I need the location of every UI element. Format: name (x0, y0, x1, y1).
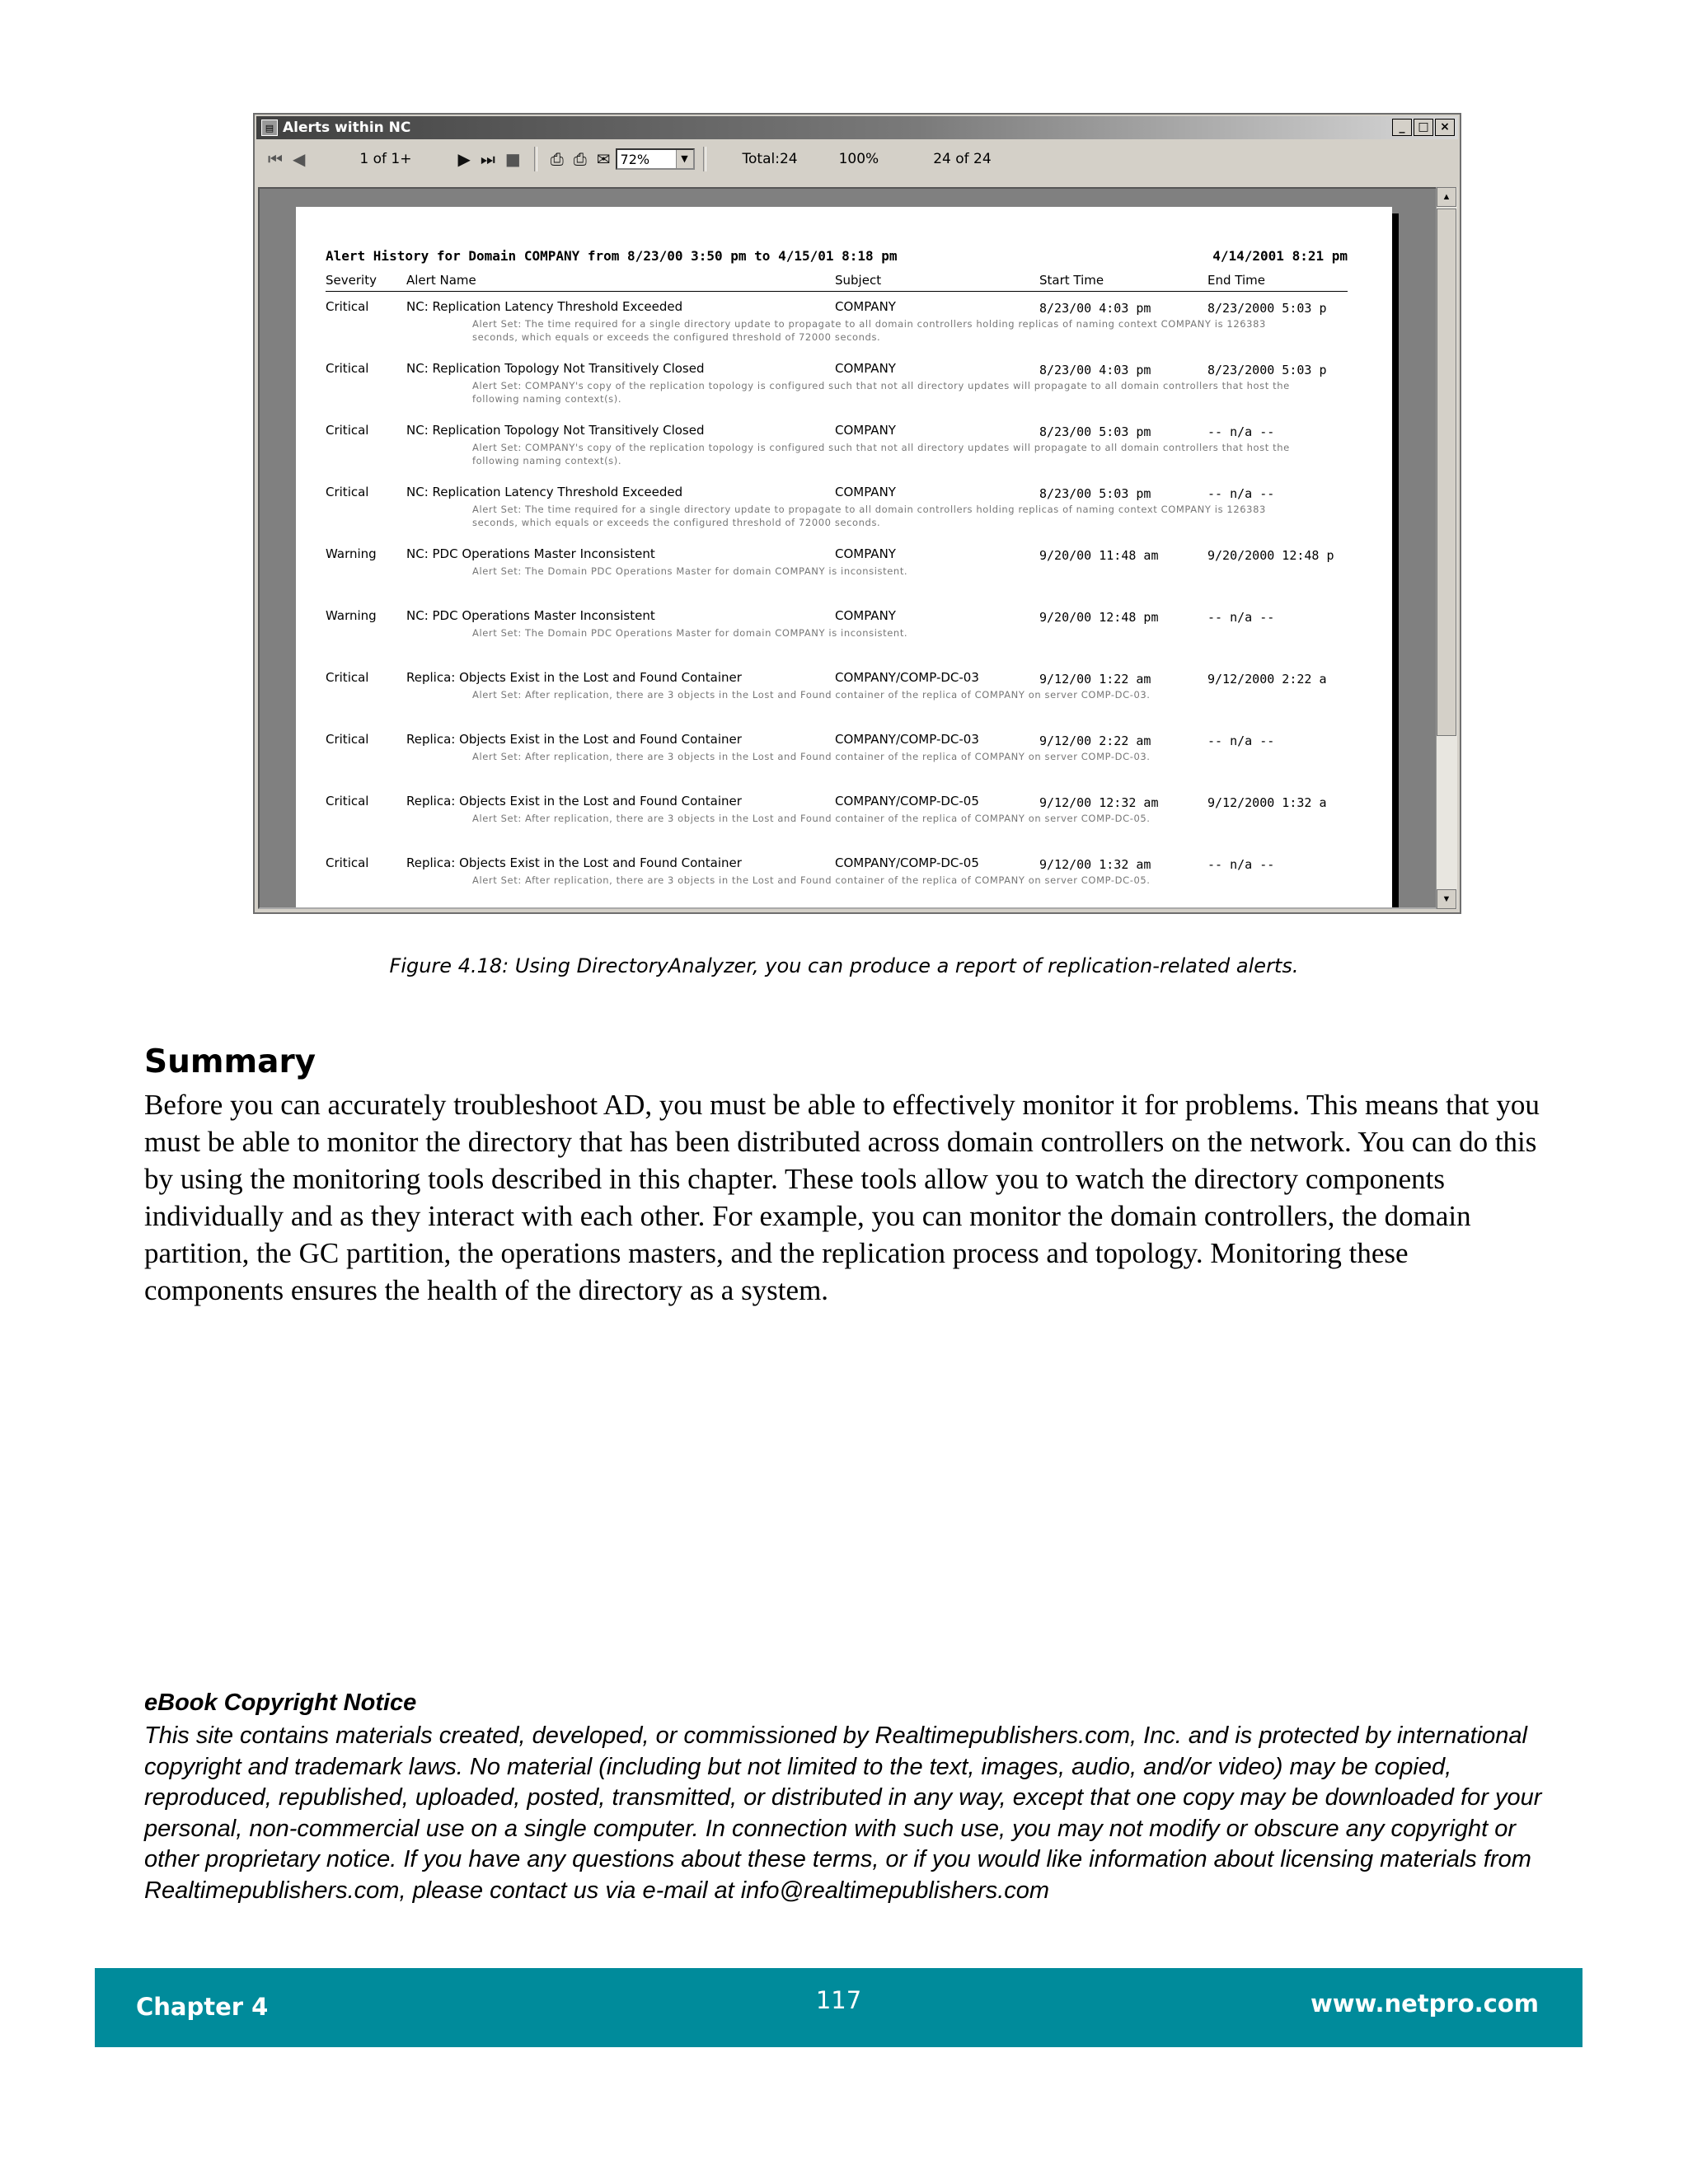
row-subject: COMPANY (835, 361, 896, 376)
row-start-time: 8/23/00 5:03 pm (1039, 486, 1151, 501)
row-end-time: 8/23/2000 5:03 p (1207, 363, 1327, 377)
report-title: Alert History for Domain COMPANY from 8/23/00 3:50 pm to 4/15/01 8:18 pm (326, 248, 898, 264)
row-severity: Critical (326, 361, 369, 376)
report-column-headers (326, 273, 1348, 292)
row-end-time: -- n/a -- (1207, 610, 1275, 625)
row-alert-name: Replica: Objects Exist in the Lost and Found Container (406, 670, 742, 685)
row-description: Alert Set: After replication, there are 3 objects in the Lost and Found container of the replica of COMPANY on server COMP-DC-03. (472, 689, 1151, 701)
section-heading: Summary (144, 1043, 316, 1080)
row-alert-name: NC: Replication Latency Threshold Exceeded (406, 485, 683, 499)
row-start-time: 8/23/00 5:03 pm (1039, 424, 1151, 439)
row-subject: COMPANY/COMP-DC-05 (835, 794, 979, 808)
scroll-down-icon[interactable]: ▼ (1437, 889, 1456, 909)
close-icon[interactable]: × (1435, 119, 1455, 136)
row-start-time: 8/23/00 4:03 pm (1039, 301, 1151, 316)
toolbar-separator (534, 147, 537, 171)
vertical-scrollbar[interactable] (1436, 187, 1457, 909)
row-description: Alert Set: After replication, there are 3 objects in the Lost and Found container of the replica of COMPANY on server COMP-DC-05. (472, 874, 1151, 886)
report-header (326, 248, 1348, 264)
row-severity: Warning (326, 546, 377, 561)
table-row (326, 299, 1348, 361)
row-severity: Critical (326, 485, 369, 499)
report-rows (326, 299, 1348, 909)
column-severity: Severity (326, 273, 377, 288)
row-subject: COMPANY (835, 608, 896, 623)
row-description: Alert Set: COMPANY's copy of the replication topology is configured such that not all directory updates will propagate to all domain controllers that host the following naming context(s). (472, 380, 1290, 405)
table-row (326, 361, 1348, 423)
row-severity: Critical (326, 670, 369, 685)
table-row (326, 794, 1348, 855)
column-start-time: Start Time (1039, 273, 1104, 288)
row-severity: Critical (326, 299, 369, 314)
row-subject: COMPANY/COMP-DC-03 (835, 732, 979, 747)
footer-chapter: Chapter 4 (136, 1993, 269, 2021)
page-indicator: 1 of 1+ (359, 151, 412, 167)
row-alert-name: Replica: Objects Exist in the Lost and Found Container (406, 855, 742, 870)
row-subject: COMPANY (835, 546, 896, 561)
row-description: Alert Set: The time required for a single directory update to propagate to all domain controllers holding replicas of naming context COMPANY is 126383 seconds, which equals or exceeds the configured threshold of 72000 seconds. (472, 504, 1266, 528)
copyright-text: This site contains materials created, developed, or commissioned by Realtimepublishers.com, Inc. and is protected by international copyright and trademark laws. No material (including but not limited to the text, images, audio, and/or video) may be copied, reproduced, republished, uploaded, posted, transmitted, or distributed in any way, except that one copy may be downloaded for your personal, non-commercial use on a single computer. In connection with such use, you may not modify or obscure any copyright or other proprietary notice. If you have any questions about these terms, or if you would like information about licensing materials from Realtimepublishers.com, please contact us via e-mail at info@realtimepublishers.com (144, 1722, 1542, 1904)
row-start-time: 9/20/00 11:48 am (1039, 548, 1159, 563)
window-titlebar (256, 116, 1458, 139)
chevron-down-icon[interactable]: ▼ (676, 150, 693, 168)
table-row (326, 485, 1348, 546)
footer-url[interactable]: www.netpro.com (1310, 1990, 1539, 2018)
row-description: Alert Set: The time required for a single directory update to propagate to all domain controllers holding replicas of naming context COMPANY is 126383 seconds, which equals or exceeds the configured threshold of 72000 seconds. (472, 318, 1266, 343)
table-row (326, 732, 1348, 794)
print-icon[interactable]: ⎙ (550, 149, 564, 169)
row-end-time: -- n/a -- (1207, 486, 1275, 501)
row-subject: COMPANY/COMP-DC-05 (835, 855, 979, 870)
stop-icon[interactable]: ■ (504, 149, 521, 169)
row-description: Alert Set: The Domain PDC Operations Master for domain COMPANY is inconsistent. (472, 627, 908, 639)
row-alert-name: NC: PDC Operations Master Inconsistent (406, 546, 655, 561)
row-end-time: -- n/a -- (1207, 733, 1275, 748)
app-icon: ▤ (261, 120, 278, 136)
row-start-time: 9/12/00 12:32 am (1039, 795, 1159, 810)
row-description: Alert Set: COMPANY's copy of the replication topology is configured such that not all directory updates will propagate to all domain controllers that host the following naming context(s). (472, 442, 1290, 466)
column-subject: Subject (835, 273, 882, 288)
report-toolbar (256, 141, 1458, 177)
row-alert-name: NC: Replication Latency Threshold Exceeded (406, 299, 683, 314)
table-row (326, 670, 1348, 732)
previous-page-icon[interactable]: ◀ (293, 149, 306, 169)
row-subject: COMPANY/COMP-DC-03 (835, 670, 979, 685)
row-severity: Critical (326, 732, 369, 747)
figure-caption: Figure 4.18: Using DirectoryAnalyzer, you can produce a report of replication-related alerts. (389, 954, 1299, 977)
row-severity: Critical (326, 423, 369, 438)
row-alert-name: NC: PDC Operations Master Inconsistent (406, 608, 655, 623)
row-end-time: 9/20/2000 12:48 p (1207, 548, 1334, 563)
zoom-select[interactable] (616, 148, 695, 170)
table-row (326, 855, 1348, 909)
row-description: Alert Set: After replication, there are 3 objects in the Lost and Found container of the replica of COMPANY on server COMP-DC-05. (472, 813, 1151, 824)
record-count: 24 of 24 (933, 151, 992, 167)
table-row (326, 423, 1348, 485)
row-end-time: -- n/a -- (1207, 424, 1275, 439)
scrollbar-thumb[interactable] (1437, 209, 1456, 736)
row-severity: Critical (326, 794, 369, 808)
row-start-time: 9/12/00 1:22 am (1039, 672, 1151, 687)
summary-paragraph: Before you can accurately troubleshoot AD, you must be able to effectively monitor it for problems. This means that you must be able to monitor the directory that has been distributed across domain controllers on the network. You can do this by using the monitoring tools described in this chapter. These tools allow you to watch the directory components individually and as they interact with each other. For example, you can monitor the domain controllers, the domain partition, the GC partition, the operations masters, and the replication process and topology. Monitoring these components ensures the health of the directory as a system. (144, 1089, 1540, 1306)
export-icon[interactable]: ✉ (596, 149, 611, 169)
row-alert-name: Replica: Objects Exist in the Lost and Found Container (406, 794, 742, 808)
footer-page-number: 117 (815, 1986, 862, 2014)
table-row (326, 608, 1348, 670)
row-end-time: 9/12/2000 1:32 a (1207, 795, 1327, 810)
row-description: Alert Set: The Domain PDC Operations Master for domain COMPANY is inconsistent. (472, 565, 908, 577)
maximize-icon[interactable]: □ (1414, 119, 1433, 136)
table-row (326, 546, 1348, 608)
first-page-icon[interactable]: ⏮ (268, 149, 283, 169)
last-page-icon[interactable]: ⏭ (480, 149, 495, 169)
row-alert-name: NC: Replication Topology Not Transitively Closed (406, 361, 705, 376)
row-start-time: 9/20/00 12:48 pm (1039, 610, 1159, 625)
row-end-time: 9/12/2000 2:22 a (1207, 672, 1327, 687)
minimize-icon[interactable]: _ (1392, 119, 1412, 136)
next-page-icon[interactable]: ▶ (457, 149, 471, 169)
report-print-date: 4/14/2001 8:21 pm (1212, 248, 1348, 264)
print-setup-icon[interactable]: ⎙ (573, 149, 587, 169)
column-end-time: End Time (1207, 273, 1265, 288)
report-preview-area (258, 187, 1438, 909)
row-subject: COMPANY (835, 485, 896, 499)
toolbar-separator (703, 147, 706, 171)
report-page (296, 207, 1392, 909)
row-start-time: 9/12/00 1:32 am (1039, 857, 1151, 872)
report-viewer-window (253, 113, 1461, 914)
column-alert-name: Alert Name (406, 273, 476, 288)
zoom-value: 72% (620, 151, 650, 167)
row-end-time: 8/23/2000 5:03 p (1207, 301, 1327, 316)
row-start-time: 8/23/00 4:03 pm (1039, 363, 1151, 377)
row-description: Alert Set: After replication, there are 3 objects in the Lost and Found container of the replica of COMPANY on server COMP-DC-03. (472, 751, 1151, 762)
copyright-heading: eBook Copyright Notice (144, 1690, 417, 1716)
row-start-time: 9/12/00 2:22 am (1039, 733, 1151, 748)
row-severity: Warning (326, 608, 377, 623)
row-alert-name: Replica: Objects Exist in the Lost and Found Container (406, 732, 742, 747)
row-subject: COMPANY (835, 299, 896, 314)
progress-percent: 100% (838, 151, 879, 167)
row-severity: Critical (326, 855, 369, 870)
row-end-time: -- n/a -- (1207, 857, 1275, 872)
window-controls (1392, 119, 1455, 136)
row-subject: COMPANY (835, 423, 896, 438)
row-alert-name: NC: Replication Topology Not Transitively Closed (406, 423, 705, 438)
scroll-up-icon[interactable]: ▲ (1437, 187, 1456, 207)
page-footer (95, 1968, 1582, 2047)
window-title: Alerts within NC (283, 120, 411, 136)
total-records: Total:24 (742, 151, 798, 167)
